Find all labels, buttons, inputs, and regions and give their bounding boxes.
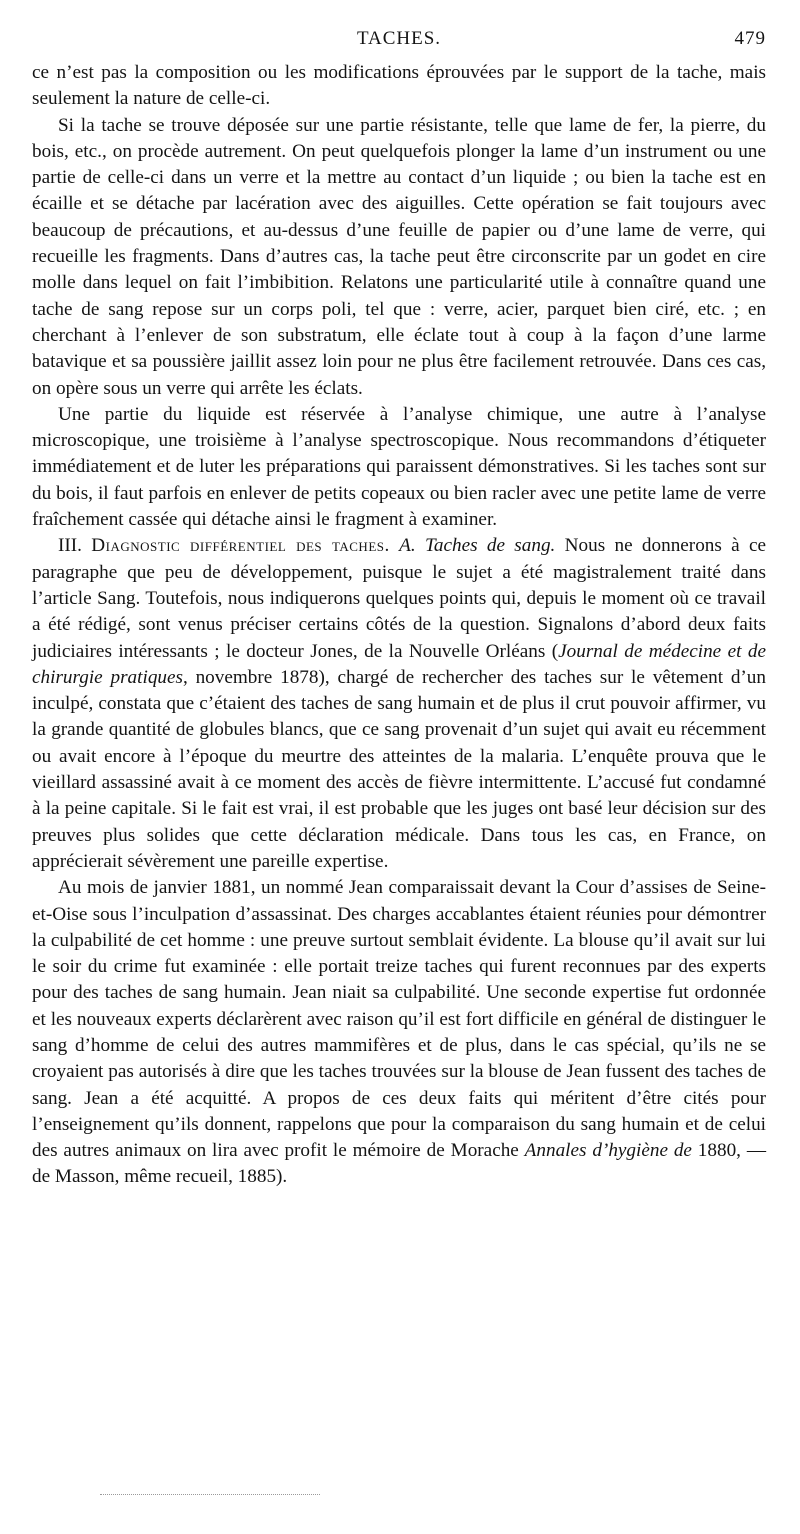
paragraph-continuation: ce n’est pas la composition ou les modifications éprouvées par le support de la tache, mais seulement la nature de celle-ci. bbox=[32, 62, 766, 110]
page-header-title: TACHES. bbox=[356, 28, 442, 49]
page-number: 479 bbox=[734, 28, 766, 49]
paragraph-diagnostic-text-b: , novembre 1878), chargé de rechercher des taches sur le vêtement d’un inculpé, constata que c’étaient des taches de sang humain et de plus il crut pouvoir affirmer, vu la grande quantité de globules blancs, que ce sang provenait d’un sujet qui avait eu récemment ou avait encore à l’époque du meurtre des atteintes de la malaria. L’enquête prouva que le vieillard assassiné avait à ce moment des accès de fièvre intermittente. L’accusé fut condamné à la peine capitale. Si le fait est vrai, il est probable que les juges ont basé leur décision sur des preuves plus solides que cette déclaration médicale. Dans tous les cas, en France, on apprécierait sévèrement une pareille expertise. bbox=[32, 666, 766, 872]
paragraph-jean-case bbox=[32, 875, 766, 1191]
paragraph-analysis: Une partie du liquide est réservée à l’analyse chimique, une autre à l’analyse microscopique, une troisième à l’analyse spectroscopique. Nous recommandons d’étiqueter immédiatement et de luter les préparations qui paraissent démonstratives. Si les taches sont sur du bois, il faut parfois en enlever de petits copeaux ou bien racler avec une petite lame de verre fraîchement cassée qui détache ainsi le fragment à examiner. bbox=[32, 403, 766, 531]
section-heading: Diagnostic différentiel des taches. bbox=[91, 535, 390, 557]
page-body bbox=[32, 60, 766, 1191]
section-number: III. bbox=[58, 535, 82, 557]
paragraph-diagnostic bbox=[32, 533, 766, 875]
subsection-heading: A. Taches de sang. bbox=[399, 535, 556, 557]
paragraph-solid-support: Si la tache se trouve déposée sur une partie résistante, telle que lame de fer, la pierre, du bois, etc., on procède autrement. On peut quelquefois plonger la lame d’un instrument ou une partie de celle-ci dans un verre et la mettre au contact d’un liquide ; ou bien la tache est en écaille et se détache par lacération avec des aiguilles. Cette opération se fait toujours avec beaucoup de précautions, et au-dessus d’une feuille de papier ou d’une lame de verre, qui recueille les fragments. Dans d’autres cas, la tache peut être circonscrite par un godet en cire molle dans lequel on fait l’imbibition. Relatons une particularité utile à connaître quand une tache de sang repose sur un corps poli, tel que : verre, acier, parquet bien ciré, etc. ; en cherchant à l’enlever de son substratum, elle éclate tout à coup à la façon d’une larme batavique et sa poussière jaillit assez loin pour ne plus être facilement retrouvée. Dans ces cas, on opère sous un verre qui arrête les éclats. bbox=[32, 114, 766, 399]
paragraph-jean-text-b: 1880, — de Masson, même recueil, 1885). bbox=[32, 1140, 767, 1188]
paragraph-diagnostic-text-a: Nous ne donnerons à ce paragraphe que peu de développement, puisque le sujet a été magistralement traité dans l’article Sang. Toutefois, nous indiquerons quelques points qui, depuis le moment où ce travail a été rédigé, sont venus préciser certains côtés de la question. Signalons d’abord deux faits judiciaires intéressants ; le docteur Jones, de la Nouvelle Orléans ( bbox=[32, 535, 767, 662]
paragraph-jean-text-a: Au mois de janvier 1881, un nommé Jean comparaissait devant la Cour d’assises de Seine-et-Oise sous l’inculpation d’assassinat. Des charges accablantes étaient réunies pour démontrer la culpabilité de cet homme : une preuve surtout semblait évidente. La blouse qu’il avait sur lui le soir du crime fut examinée : elle portait treize taches qui furent reconnues par des experts pour des taches de sang humain. Jean niait sa culpabilité. Une seconde expertise fut ordonnée et les nouveaux experts déclarèrent avec raison qu’il est fort difficile en général de distinguer le sang d’homme de celui des autres mammifères et de plus, dans le cas spécial, qu’ils ne se croyaient pas autorisés à dire que les taches trouvées sur la blouse de Jean fussent des taches de sang. Jean a été acquitté. A propos de ces deux faits qui méritent d’être cités pour l’enseignement qu’ils donnent, rappelons que pour la comparaison du sang humain et de celui des autres animaux on lira avec profit le mémoire de Morache bbox=[32, 877, 766, 1162]
running-header bbox=[32, 28, 766, 60]
journal-title-annales: Annales d’hygiène de bbox=[524, 1140, 692, 1162]
journal-title: Journal de médecine et de chirurgie pratiques bbox=[32, 640, 766, 688]
footer-dotted-mark bbox=[100, 1494, 320, 1496]
